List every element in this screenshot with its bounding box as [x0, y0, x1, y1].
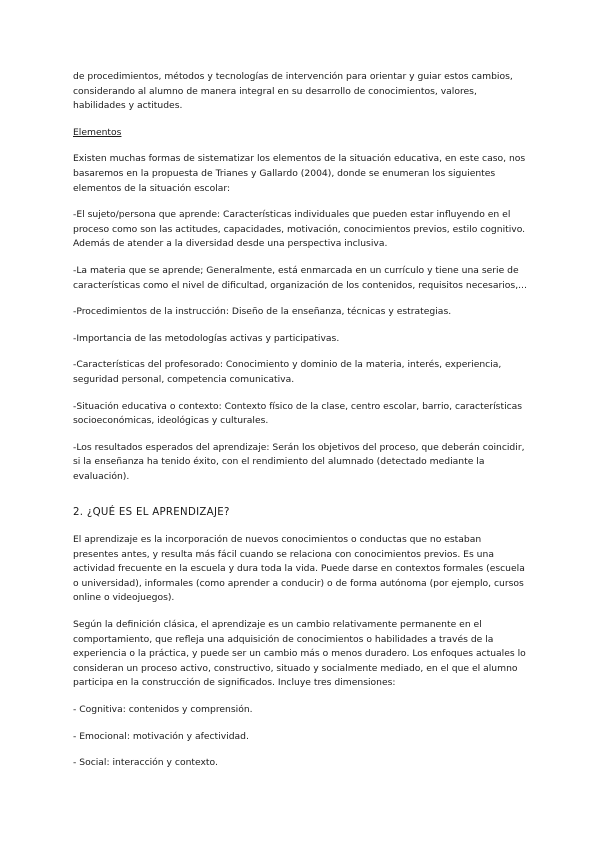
dimension-item-emotional: - Emocional: motivación y afectividad.	[73, 730, 249, 742]
element-item-expected-results: -Los resultados esperados del aprendizaje: Serán los objetivos del proceso, que deberán coincidir, si la enseñanza ha tenido éxito, con el rendimiento del alumnado (detectado mediante la evaluación).	[73, 441, 525, 482]
elements-heading: Elementos	[73, 126, 122, 138]
element-item-active-methodologies: -Importancia de las metodologías activas y participativas.	[73, 332, 340, 344]
element-item-learner: -El sujeto/persona que aprende: Características individuales que pueden estar influyendo en el proceso como son las actitudes, capacidades, motivación, conocimientos previos, estilo cognitivo. Además de atender a la diversidad desde una perspectiva inclusiva.	[73, 209, 526, 250]
elements-intro-paragraph: Existen muchas formas de sistematizar los elementos de la situación educativa, en este caso, nos basaremos en la propuesta de Trianes y Gallardo (2004), donde se enumeran los siguientes elementos de la situación escolar:	[73, 153, 526, 194]
dimension-item-cognitive: - Cognitiva: contenidos y comprensión.	[73, 704, 253, 715]
element-item-subject-matter: -La materia que se aprende; Generalmente, está enmarcada en un currículo y tiene una serie de características como el nivel de dificultad, organización de los contenidos, requisitos necesarios,...	[73, 264, 527, 291]
element-item-instruction-procedures: -Procedimientos de la instrucción: Diseño de la enseñanza, técnicas y estrategias.	[73, 306, 452, 318]
section-2-paragraph-2: Según la definición clásica, el aprendizaje es un cambio relativamente permanente en el comportamiento, que refleja una adquisición de conocimientos o habilidades a través de la experiencia o la práctica, y puede ser un cambio más o menos duradero. Los enfoques actuales lo consideran un proceso activo, constructivo, situado y socialmente mediado, en el que el alumno participa en la construcción de significados. Incluye tres dimensiones:	[73, 619, 526, 689]
intro-paragraph: de procedimientos, métodos y tecnologías de intervención para orientar y guiar estos cambios, considerando al alumno de manera integral en su desarrollo de conocimientos, valores, habilidades y actitudes.	[73, 71, 513, 112]
element-item-teacher-characteristics: -Características del profesorado: Conocimiento y dominio de la materia, interés, experiencia, seguridad personal, competencia comunicativa.	[73, 359, 502, 385]
dimension-item-social: - Social: interacción y contexto.	[73, 757, 218, 769]
document-page	[73, 70, 528, 783]
element-item-educational-context: -Situación educativa o contexto: Contexto físico de la clase, centro escolar, barrio, características socioeconómicas, ideológicas y culturales.	[73, 400, 523, 427]
section-2-heading: 2. ¿QUÉ ES EL APRENDIZAJE?	[73, 507, 230, 519]
section-2-paragraph-1: El aprendizaje es la incorporación de nuevos conocimientos o conductas que no estaban presentes antes, y resulta más fácil cuando se relaciona con conocimientos previos. Es una actividad frecuente en la escuela y dura toda la vida. Puede darse en contextos formales (escuela o universidad), informales (como aprender a conducir) o de forma autónoma (por ejemplo, cursos online o videojuegos).	[73, 534, 525, 604]
